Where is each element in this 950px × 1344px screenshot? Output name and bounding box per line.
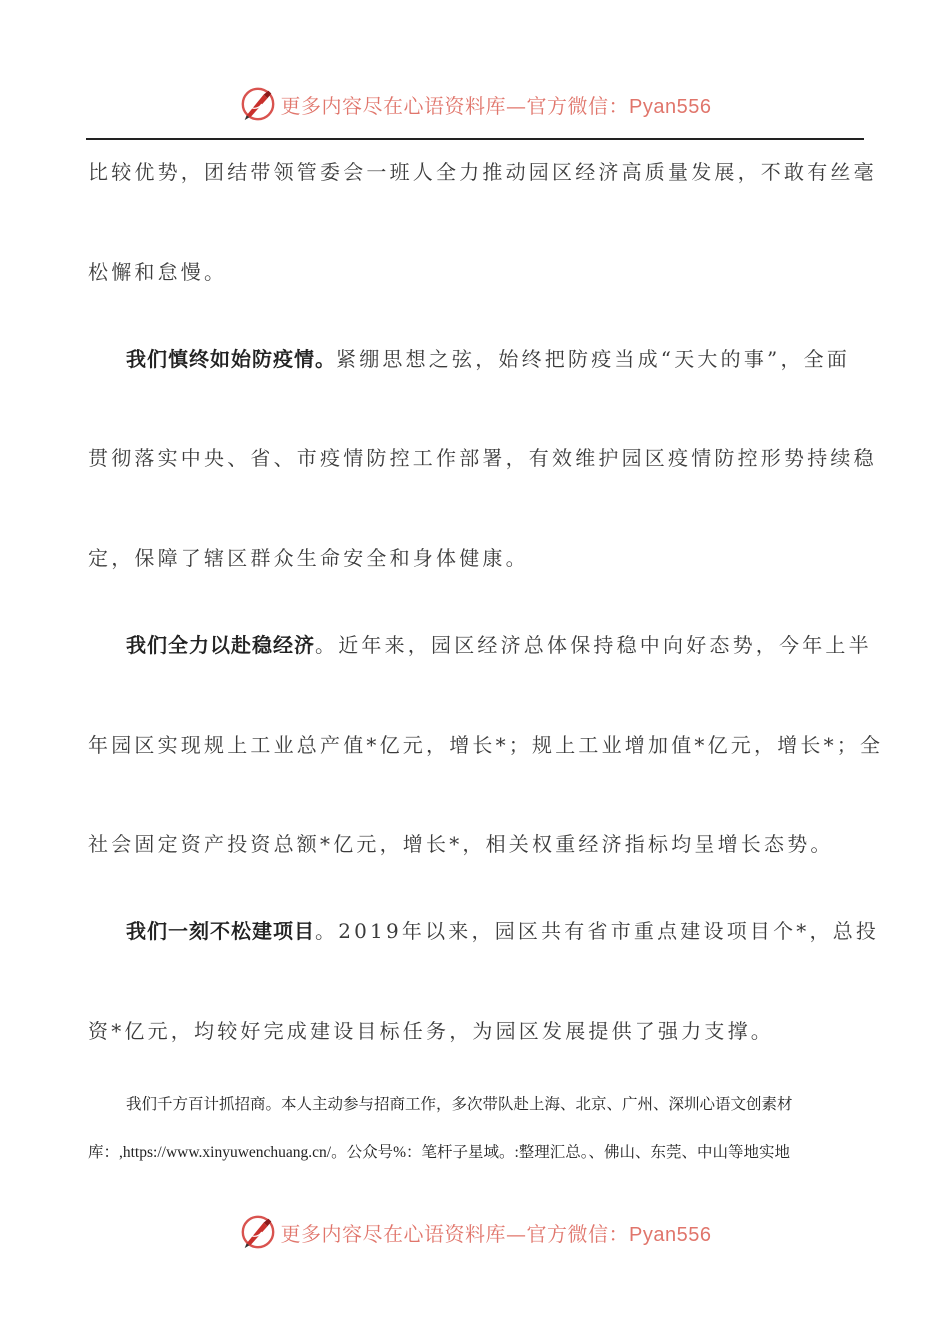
paragraph-heading: 我们全力以赴稳经济 [126, 633, 315, 657]
footer-banner [0, 1212, 950, 1252]
text-line: 我们千方百计抓招商。本人主动参与招商工作，多次带队赴上海、北京、广州、深圳心语文创素材 [126, 1096, 793, 1113]
text-line: 松懈和怠慢。 [88, 260, 228, 284]
header-banner [0, 84, 950, 124]
paragraph-1-line-1 [126, 345, 906, 373]
paragraph-text: 。近年来，园区经济总体保持稳中向好态势，今年上半 [315, 633, 872, 657]
wechat-id: Pyan556 [629, 95, 712, 118]
text-line: 比较优势，团结带领管委会一班人全力推动园区经济高质量发展，不敢有丝毫 [88, 160, 877, 184]
paragraph-2-line-1 [126, 631, 906, 659]
banner-title: 更多内容尽在心语资料库—官方微信： [280, 93, 630, 118]
paragraph-text: 。2019年以来，园区共有省市重点建设项目个*，总投 [315, 919, 880, 943]
banner-title: 更多内容尽在心语资料库—官方微信： [280, 1221, 630, 1246]
text-line: 库：,https://www.xinyuwenchuang.cn/。公众号%：笔杆子星域。:整理汇总。、佛山、东莞、中山等地实地 [88, 1144, 791, 1161]
paragraph-heading: 我们慎终如始防疫情。 [126, 347, 336, 371]
text-line: 社会固定资产投资总额*亿元，增长*，相关权重经济指标均呈增长态势。 [88, 832, 834, 856]
paragraph-3-line-1 [126, 917, 906, 945]
wechat-id: Pyan556 [629, 1223, 712, 1246]
text-line: 贯彻落实中央、省、市疫情防控工作部署，有效维护园区疫情防控形势持续稳 [88, 446, 877, 470]
pen-logo-icon [239, 85, 277, 123]
text-line: 资*亿元，均较好完成建设目标任务，为园区发展提供了强力支撑。 [88, 1019, 774, 1043]
text-line: 年园区实现规上工业总产值*亿元，增长*；规上工业增加值*亿元，增长*；全 [88, 733, 884, 757]
paragraph-text: 紧绷思想之弦，始终把防疫当成“天大的事”，全面 [336, 347, 851, 371]
header-rule [86, 138, 864, 140]
pen-logo-icon [239, 1213, 277, 1251]
text-line: 定，保障了辖区群众生命安全和身体健康。 [88, 546, 529, 570]
paragraph-heading: 我们一刻不松建项目 [126, 919, 315, 943]
